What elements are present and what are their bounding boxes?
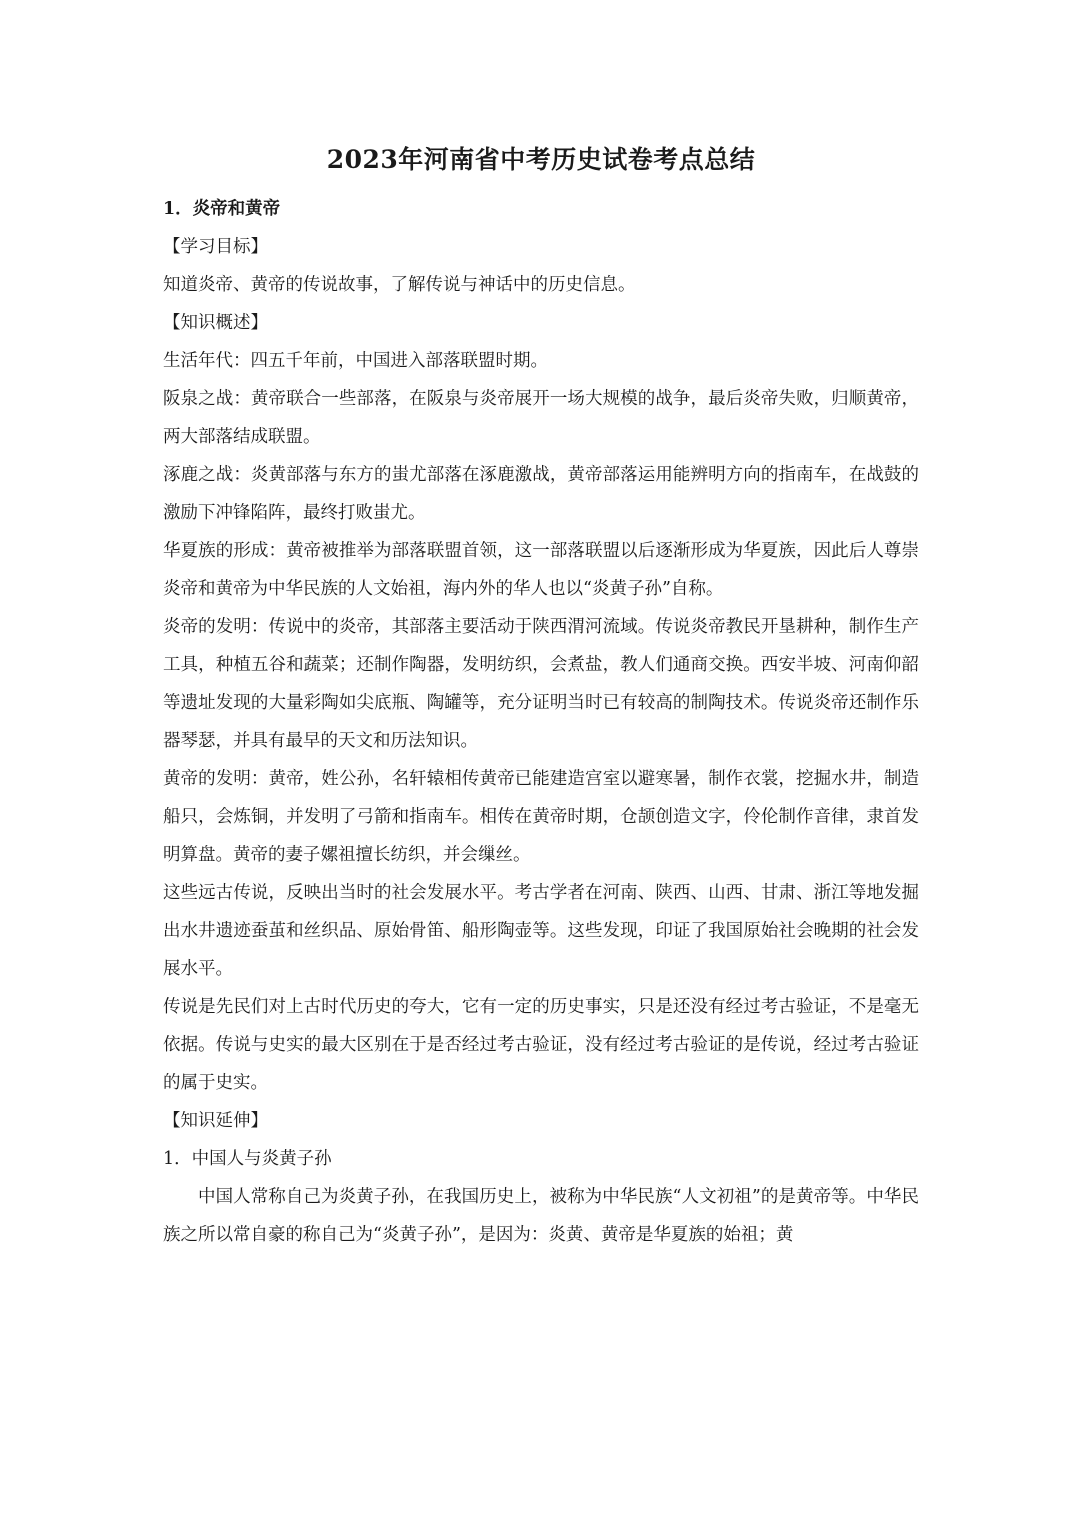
section-heading: 1．炎帝和黄帝 [163, 199, 281, 219]
overview-text: 炎黄部落与东方的蚩尤部落在涿鹿激战，黄帝部落运用能辨明方向的指南车，在战鼓的激励下冲锋陷阵，最终打败蚩尤。 [163, 465, 920, 523]
extension-heading: 【知识延伸】 [163, 1111, 268, 1131]
document-content [163, 140, 919, 1254]
overview-paragraph-legends-reflect [163, 874, 919, 988]
overview-paragraph-legend-vs-history [163, 988, 919, 1102]
overview-paragraph-zhuolu [163, 456, 919, 532]
goal-heading: 【学习目标】 [163, 237, 268, 257]
overview-term: 炎帝的发明： [163, 617, 269, 637]
overview-term: 涿鹿之战： [163, 465, 251, 485]
overview-paragraph-life-era [163, 342, 919, 380]
overview-paragraph-yandi-inventions [163, 608, 919, 760]
overview-text: 黄帝联合一些部落，在阪泉与炎帝展开一场大规模的战争，最后炎帝失败，归顺黄帝，两大部落结成联盟。 [163, 389, 920, 447]
overview-text: 四五千年前，中国进入部落联盟时期。 [250, 351, 548, 371]
goal-text: 知道炎帝、黄帝的传说故事，了解传说与神话中的历史信息。 [163, 275, 636, 295]
overview-term: 生活年代： [163, 351, 251, 371]
overview-term: 黄帝的发明： [163, 769, 269, 789]
overview-text: 黄帝，姓公孙，名轩辕相传黄帝已能建造宫室以避寒暑，制作衣裳，挖掘水井，制造船只，会炼铜，并发明了弓箭和指南车。相传在黄帝时期，仓颉创造文字，伶伦制作音律，隶首发明算盘。黄帝的妻子嫘祖擅长纺织，并会缫丝。 [163, 769, 919, 865]
overview-text: 这些远古传说，反映出当时的社会发展水平。考古学者在河南、陕西、山西、甘肃、浙江等地发掘出水井遗迹蚕茧和丝织品、原始骨笛、船形陶壶等。这些发现，印证了我国原始社会晚期的社会发展水平。 [163, 883, 919, 979]
extension-subheading: 1．中国人与炎黄子孙 [163, 1149, 332, 1169]
overview-term: 阪泉之战： [163, 389, 251, 409]
extension-text: 中国人常称自己为炎黄子孙，在我国历史上，被称为中华民族“人文初祖”的是黄帝等。中华民族之所以常自豪的称自己为“炎黄子孙”，是因为：炎黄、黄帝是华夏族的始祖；黄 [163, 1187, 919, 1245]
overview-heading: 【知识概述】 [163, 313, 268, 333]
overview-paragraph-banquan [163, 380, 919, 456]
document-title: 2023年河南省中考历史试卷考点总结 [326, 145, 756, 174]
overview-paragraph-huangdi-inventions [163, 760, 919, 874]
overview-text: 传说是先民们对上古时代历史的夸大，它有一定的历史事实，只是还没有经过考古验证，不是毫无依据。传说与史实的最大区别在于是否经过考古验证，没有经过考古验证的是传说，经过考古验证的属于史实。 [163, 997, 919, 1093]
overview-text: 黄帝被推举为部落联盟首领，这一部落联盟以后逐渐形成为华夏族，因此后人尊崇炎帝和黄帝为中华民族的人文始祖，海内外的华人也以“炎黄子孙”自称。 [163, 541, 920, 599]
overview-paragraph-huaxia [163, 532, 919, 608]
overview-term: 华夏族的形成： [163, 541, 287, 561]
overview-text: 传说中的炎帝，其部落主要活动于陕西渭河流域。传说炎帝教民开垦耕种，制作生产工具，种植五谷和蔬菜；还制作陶器，发明纺织，会煮盐，教人们通商交换。西安半坡、河南仰韶等遗址发现的大量彩陶如尖底瓶、陶罐等，充分证明当时已有较高的制陶技术。传说炎帝还制作乐器琴瑟，并具有最早的天文和历法知识。 [163, 617, 919, 751]
